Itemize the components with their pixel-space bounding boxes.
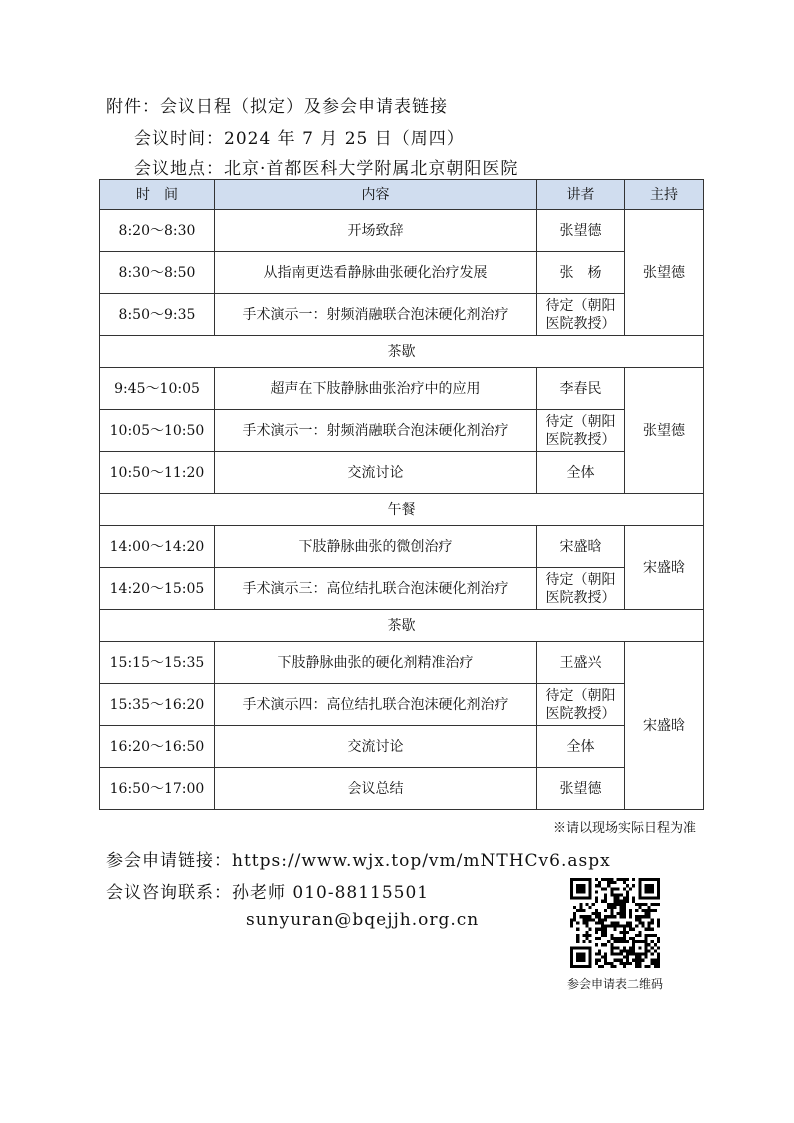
session-content: 交流讨论 xyxy=(215,452,537,494)
session-content: 下肢静脉曲张的微创治疗 xyxy=(215,526,537,568)
session-time: 14:00～14:20 xyxy=(100,526,215,568)
session-host: 宋盛晗 xyxy=(625,642,704,810)
session-content: 下肢静脉曲张的硬化剂精准治疗 xyxy=(215,642,537,684)
session-time: 16:50～17:00 xyxy=(100,768,215,810)
meeting-place: 会议地点：北京·首都医科大学附属北京朝阳医院 xyxy=(134,159,519,179)
break-row xyxy=(100,610,704,642)
session-speaker: 张 杨 xyxy=(537,252,625,294)
break-row xyxy=(100,494,704,526)
break-label: 茶歇 xyxy=(100,610,704,642)
session-speaker: 待定（朝阳医院教授） xyxy=(537,684,625,726)
session-host: 张望德 xyxy=(625,368,704,494)
session-content: 从指南更迭看静脉曲张硬化治疗发展 xyxy=(215,252,537,294)
table-row xyxy=(100,368,704,410)
table-row xyxy=(100,684,704,726)
session-time: 8:50～9:35 xyxy=(100,294,215,336)
session-content: 手术演示四：高位结扎联合泡沫硬化剂治疗 xyxy=(215,684,537,726)
break-label: 午餐 xyxy=(100,494,704,526)
session-time: 8:30～8:50 xyxy=(100,252,215,294)
session-speaker: 张望德 xyxy=(537,768,625,810)
session-time: 10:05～10:50 xyxy=(100,410,215,452)
header-host: 主持 xyxy=(625,180,704,210)
contact-info: 会议咨询联系：孙老师 010-88115501 xyxy=(106,883,430,903)
schedule-table xyxy=(99,179,704,810)
session-content: 手术演示一：射频消融联合泡沫硬化剂治疗 xyxy=(215,410,537,452)
session-host: 张望德 xyxy=(625,210,704,336)
session-time: 16:20～16:50 xyxy=(100,726,215,768)
session-time: 14:20～15:05 xyxy=(100,568,215,610)
table-row xyxy=(100,210,704,252)
break-row xyxy=(100,336,704,368)
session-speaker: 待定（朝阳医院教授） xyxy=(537,294,625,336)
qr-code-image xyxy=(570,878,660,968)
table-row xyxy=(100,642,704,684)
session-time: 15:15～15:35 xyxy=(100,642,215,684)
registration-link[interactable]: 参会申请链接：https://www.wjx.top/vm/mNTHCv6.aspx xyxy=(106,851,611,871)
session-content: 手术演示三：高位结扎联合泡沫硬化剂治疗 xyxy=(215,568,537,610)
header-time: 时 间 xyxy=(100,180,215,210)
session-speaker: 待定（朝阳医院教授） xyxy=(537,568,625,610)
session-time: 8:20～8:30 xyxy=(100,210,215,252)
session-content: 手术演示一：射频消融联合泡沫硬化剂治疗 xyxy=(215,294,537,336)
header-content: 内容 xyxy=(215,180,537,210)
table-row xyxy=(100,726,704,768)
session-content: 超声在下肢静脉曲张治疗中的应用 xyxy=(215,368,537,410)
session-host: 宋盛晗 xyxy=(625,526,704,610)
table-row xyxy=(100,294,704,336)
schedule-body xyxy=(100,210,704,810)
session-speaker: 宋盛晗 xyxy=(537,526,625,568)
break-label: 茶歇 xyxy=(100,336,704,368)
session-content: 开场致辞 xyxy=(215,210,537,252)
session-content: 交流讨论 xyxy=(215,726,537,768)
session-speaker: 全体 xyxy=(537,726,625,768)
session-time: 9:45～10:05 xyxy=(100,368,215,410)
session-time: 15:35～16:20 xyxy=(100,684,215,726)
session-speaker: 待定（朝阳医院教授） xyxy=(537,410,625,452)
session-speaker: 张望德 xyxy=(537,210,625,252)
table-row xyxy=(100,768,704,810)
schedule-note: ※请以现场实际日程为准 xyxy=(552,821,696,836)
table-header-row xyxy=(100,180,704,210)
table-row xyxy=(100,452,704,494)
table-row xyxy=(100,568,704,610)
meeting-time: 会议时间：2024 年 7 月 25 日（周四） xyxy=(134,129,465,149)
session-content: 会议总结 xyxy=(215,768,537,810)
session-speaker: 王盛兴 xyxy=(537,642,625,684)
table-row xyxy=(100,526,704,568)
attachment-title: 附件：会议日程（拟定）及参会申请表链接 xyxy=(106,97,448,117)
contact-email[interactable]: sunyuran@bqejjh.org.cn xyxy=(246,910,480,930)
table-row xyxy=(100,410,704,452)
qr-caption: 参会申请表二维码 xyxy=(566,977,663,991)
session-speaker: 全体 xyxy=(537,452,625,494)
table-row xyxy=(100,252,704,294)
session-speaker: 李春民 xyxy=(537,368,625,410)
session-time: 10:50～11:20 xyxy=(100,452,215,494)
header-speaker: 讲者 xyxy=(537,180,625,210)
